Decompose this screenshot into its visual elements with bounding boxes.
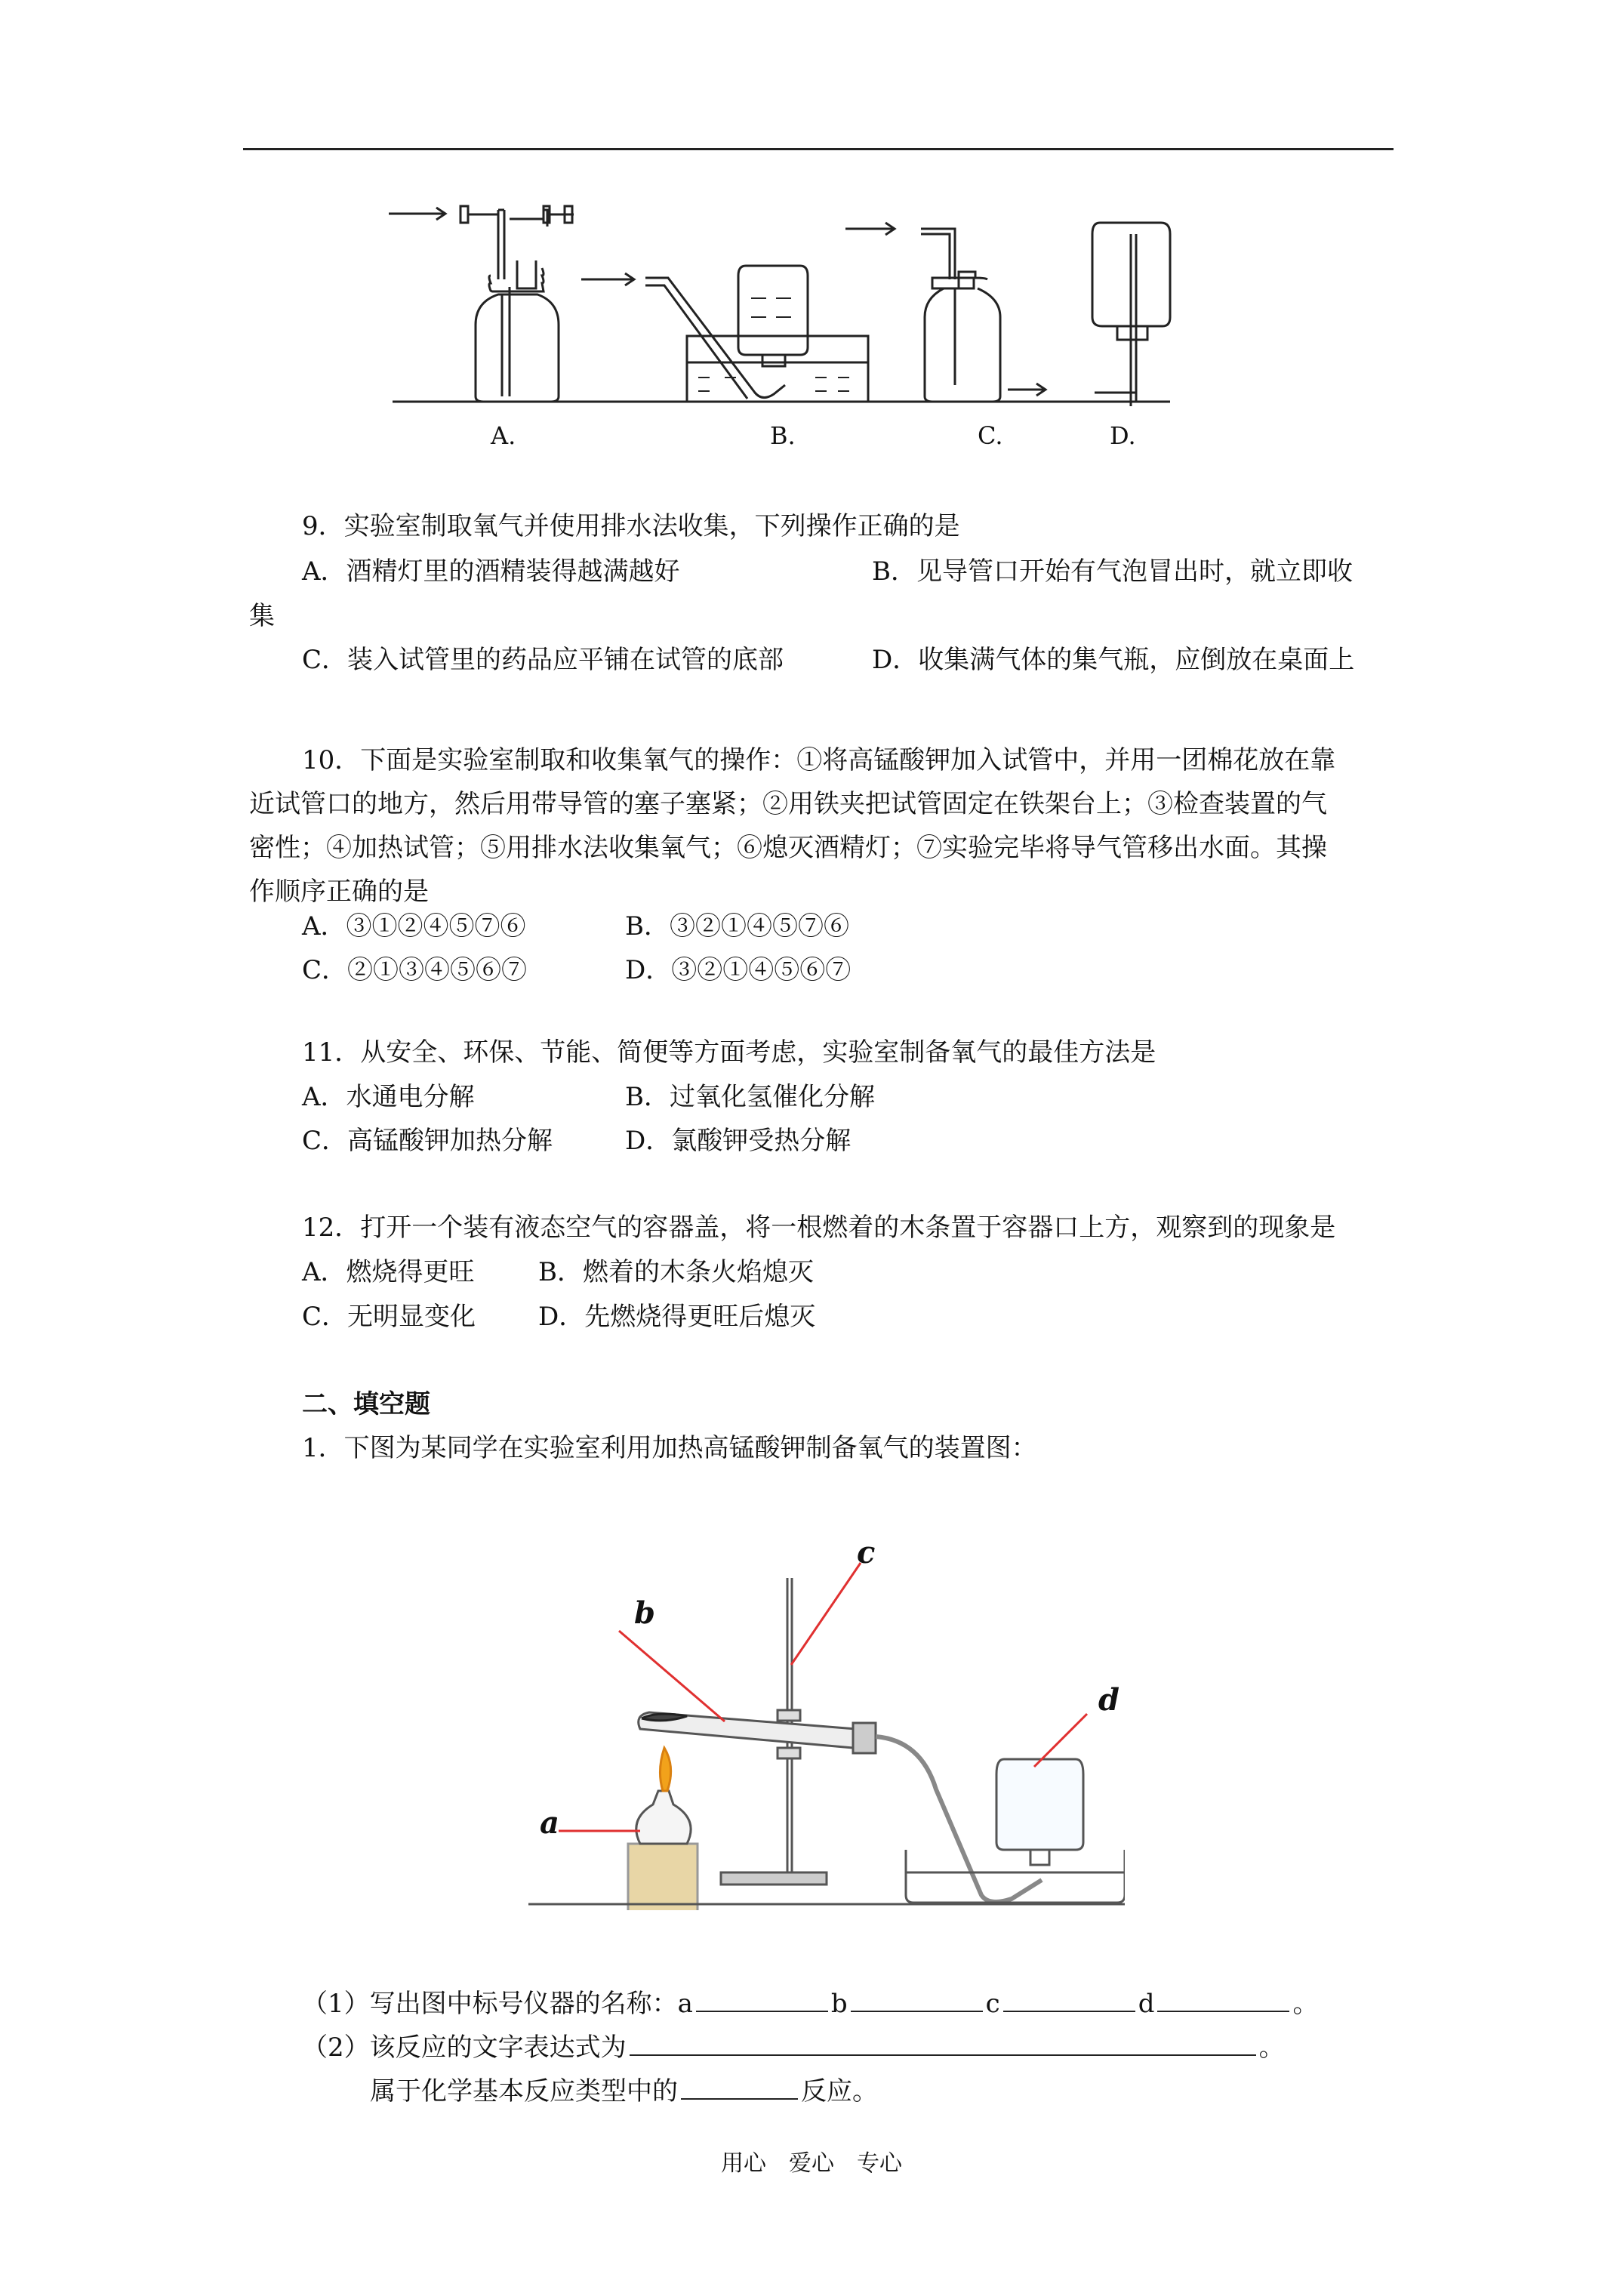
q10-option-c: C．②①③④⑤⑥⑦ (302, 955, 528, 985)
q10-line-4: 作顺序正确的是 (249, 877, 429, 907)
fill-part-3 (370, 2071, 878, 2108)
q12-option-b: B．燃着的木条火焰熄灭 (538, 1257, 814, 1287)
fill-part-2-prefix: （2）该反应的文字表达式为 (302, 2032, 627, 2063)
q10-line-1: 10．下面是实验室制取和收集氧气的操作：①将高锰酸钾加入试管中，并用一团棉花放在靠 (302, 745, 1336, 775)
page-footer: 用心 爱心 专心 (721, 2150, 902, 2177)
label-d: d (1098, 1682, 1119, 1718)
q10-option-d: D．③②①④⑤⑥⑦ (625, 955, 852, 985)
q12-option-d: D．先燃烧得更旺后熄灭 (538, 1302, 816, 1332)
q12-stem: 12．打开一个装有液态空气的容器盖，将一根燃着的木条置于容器口上方，观察到的现象是 (302, 1213, 1336, 1243)
q9-option-b-cont: 集 (249, 601, 275, 631)
apparatus-figure-abcd (362, 204, 1193, 461)
q9-stem: 9．实验室制取氧气并使用排水法收集，下列操作正确的是 (302, 511, 960, 541)
q11-option-c: C．高锰酸钾加热分解 (302, 1126, 553, 1156)
q9-option-b: B．见导管口开始有气泡冒出时，就立即收 (872, 556, 1353, 587)
q10-line-2: 近试管口的地方，然后用带导管的塞子塞紧；②用铁夹把试管固定在铁架台上；③检查装置的气 (249, 789, 1327, 819)
label-c: c (857, 1535, 876, 1570)
fill-part-1-d: d (1138, 1989, 1155, 2019)
fill-part-3-end: 反应。 (801, 2076, 878, 2106)
fill-part-1-prefix: （1）写出图中标号仪器的名称：a (302, 1989, 693, 2019)
q11-option-a: A．水通电分解 (302, 1082, 475, 1112)
fill-part-2-end: 。 (1258, 2032, 1285, 2063)
figure-label-d: D. (1110, 421, 1136, 450)
blank-c[interactable] (1003, 1983, 1135, 2012)
figure-label-c: C. (978, 421, 1003, 450)
section-title: 二、填空题 (302, 1389, 430, 1419)
figure-label-b: B. (770, 421, 796, 450)
fill-part-3-prefix: 属于化学基本反应类型中的 (370, 2076, 678, 2106)
q11-option-d: D．氯酸钾受热分解 (625, 1126, 852, 1156)
header-rule (243, 148, 1394, 150)
label-a: a (540, 1805, 559, 1841)
blank-a[interactable] (696, 1983, 828, 2012)
q9-option-c: C．装入试管里的药品应平铺在试管的底部 (302, 645, 784, 675)
q12-option-c: C．无明显变化 (302, 1302, 476, 1332)
q11-stem: 11．从安全、环保、节能、简便等方面考虑，实验室制备氧气的最佳方法是 (302, 1037, 1156, 1068)
q12-option-a: A．燃烧得更旺 (302, 1257, 475, 1287)
q11-option-b: B．过氧化氢催化分解 (625, 1082, 875, 1112)
q10-option-b: B．③②①④⑤⑦⑥ (625, 911, 849, 942)
figure-label-a: A. (491, 421, 516, 450)
q9-option-d: D．收集满气体的集气瓶，应倒放在桌面上 (872, 645, 1355, 675)
fill-part-1 (302, 1983, 1318, 2020)
blank-equation[interactable] (630, 2027, 1256, 2056)
fill-q1-stem: 1．下图为某同学在实验室利用加热高锰酸钾制备氧气的装置图： (302, 1433, 1037, 1463)
fill-part-2 (302, 2027, 1285, 2064)
blank-d[interactable] (1157, 1983, 1289, 2012)
label-b: b (634, 1595, 655, 1631)
blank-b[interactable] (851, 1983, 983, 2012)
q10-option-a: A．③①②④⑤⑦⑥ (302, 911, 526, 942)
fill-part-1-b: b (830, 1989, 848, 2019)
fill-part-1-end: 。 (1292, 1989, 1319, 2019)
q9-option-a: A．酒精灯里的酒精装得越满越好 (302, 556, 680, 587)
fill-part-1-c: c (985, 1989, 1000, 2019)
q10-line-3: 密性；④加热试管；⑤用排水法收集氧气；⑥熄灭酒精灯；⑦实验完毕将导气管移出水面。其操 (249, 833, 1327, 863)
oxygen-apparatus-figure (528, 1518, 1125, 1910)
blank-reaction-type[interactable] (681, 2071, 798, 2100)
